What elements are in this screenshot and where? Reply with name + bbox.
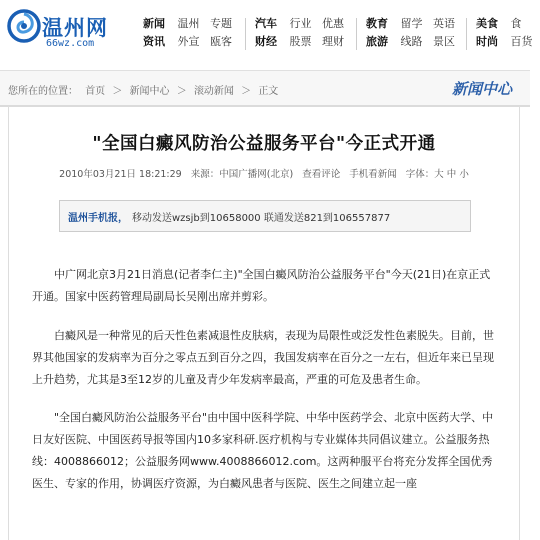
nav-link[interactable]: 专题 — [210, 17, 232, 30]
site-logo[interactable] — [6, 6, 126, 52]
nav-link[interactable]: 美食 — [476, 17, 498, 30]
nav-row — [143, 33, 239, 51]
channel-title[interactable]: 新闻中心 — [451, 80, 512, 98]
nav-link[interactable]: 留学 — [400, 17, 423, 30]
breadcrumb-separator: ＞ — [176, 86, 187, 97]
nav-link[interactable]: 时尚 — [476, 35, 498, 48]
view-comments-link[interactable]: 查看评论 — [302, 169, 341, 180]
logo-url: 66wz.com — [46, 38, 95, 49]
breadcrumb-item-current: 正文 — [258, 86, 279, 97]
notice-label[interactable]: 温州手机报， — [68, 213, 128, 224]
nav-link[interactable]: 食 — [510, 17, 522, 30]
nav-link[interactable]: 新闻 — [143, 17, 165, 30]
nav-row — [476, 33, 540, 51]
article-paragraph: 白癜风是一种常见的后天性色素减退性皮肤病，表现为局限性或泛发性色素脱失。目前，世界其他国家的发病率为百分之零点五到百分之四，我国发病率在百分之一左右，但近年来已呈现上升趋势，尤其是3至12岁的儿童及青少年发病率最高，严重的可危及患者生命。 — [32, 329, 494, 386]
breadcrumb — [8, 82, 282, 97]
nav-group-auto — [255, 15, 351, 51]
article-container — [8, 106, 520, 540]
nav-link[interactable]: 线路 — [400, 35, 423, 48]
mobile-news-link[interactable]: 手机看新闻 — [349, 169, 397, 180]
nav-row — [366, 15, 462, 33]
breadcrumb-item-rolling-news[interactable]: 滚动新闻 — [193, 86, 234, 97]
nav-divider — [356, 18, 357, 50]
breadcrumb-item-news-center[interactable]: 新闻中心 — [129, 86, 170, 97]
nav-row — [143, 15, 239, 33]
nav-link[interactable]: 温州 — [177, 17, 200, 30]
nav-link[interactable]: 百货 — [510, 35, 533, 48]
nav-link[interactable]: 理财 — [322, 35, 344, 48]
logo-name: 温州网 — [42, 16, 108, 40]
nav-group-edu — [366, 15, 462, 51]
breadcrumb-separator: ＞ — [112, 86, 123, 97]
breadcrumb-prefix: 您所在的位置： — [8, 86, 78, 97]
breadcrumb-item-home[interactable]: 首页 — [85, 86, 106, 97]
notice-text — [68, 209, 390, 224]
nav-link[interactable]: 资讯 — [143, 35, 165, 48]
font-size-control[interactable]: 字体：大 中 小 — [405, 169, 469, 180]
mobile-paper-notice — [59, 200, 471, 232]
nav-row — [476, 15, 540, 33]
nav-link[interactable]: 财经 — [255, 35, 277, 48]
nav-link[interactable]: 汽车 — [255, 17, 277, 30]
breadcrumb-separator: ＞ — [241, 86, 252, 97]
nav-link[interactable]: 行业 — [289, 17, 312, 30]
nav-group-news — [143, 15, 239, 51]
nav-divider — [466, 18, 467, 50]
article-source: 来源：中国广播网(北京) — [190, 169, 294, 180]
breadcrumb-bar — [0, 70, 530, 107]
site-header — [0, 0, 533, 62]
article-datetime: 2010年03月21日 18:21:29 — [59, 169, 182, 180]
nav-link[interactable]: 英语 — [433, 17, 455, 30]
nav-divider — [245, 18, 246, 50]
nav-group-food — [476, 15, 540, 51]
article-title: "全国白癜风防治公益服务平台"今正式开通 — [92, 134, 436, 154]
article-meta — [9, 166, 519, 180]
nav-link[interactable]: 景区 — [433, 35, 455, 48]
nav-link[interactable]: 股票 — [289, 35, 312, 48]
nav-link[interactable]: 旅游 — [366, 35, 388, 48]
nav-link[interactable]: 外宣 — [177, 35, 200, 48]
nav-link[interactable]: 优惠 — [322, 17, 344, 30]
nav-link[interactable]: 教育 — [366, 17, 388, 30]
article-paragraph: 中广网北京3月21日消息(记者李仁主)"全国白癜风防治公益服务平台"今天(21日)在京正式开通。国家中医药管理局副局长吴刚出席并剪彩。 — [32, 268, 491, 303]
notice-body: 移动发送wzsjb到10658000 联通发送821到106557877 — [132, 213, 391, 224]
nav-row — [366, 33, 462, 51]
nav-link[interactable]: 瓯客 — [210, 35, 232, 48]
logo-swirl-icon — [6, 8, 42, 44]
nav-row — [255, 33, 351, 51]
article-paragraph: "全国白癜风防治公益服务平台"由中国中医科学院、中华中医药学会、北京中医药大学、中日友好医院、中国医药导报等国内10多家科研.医疗机构与专业媒体共同倡议建立。公益服务热线：4008866012；公益服务网www.4008866012.com。这两种服平台将充分发挥全国优秀医生、专家的作用，协调医疗资源，为白癜风患者与医院、医生之间建立起一座 — [32, 411, 494, 490]
nav-row — [255, 15, 351, 33]
